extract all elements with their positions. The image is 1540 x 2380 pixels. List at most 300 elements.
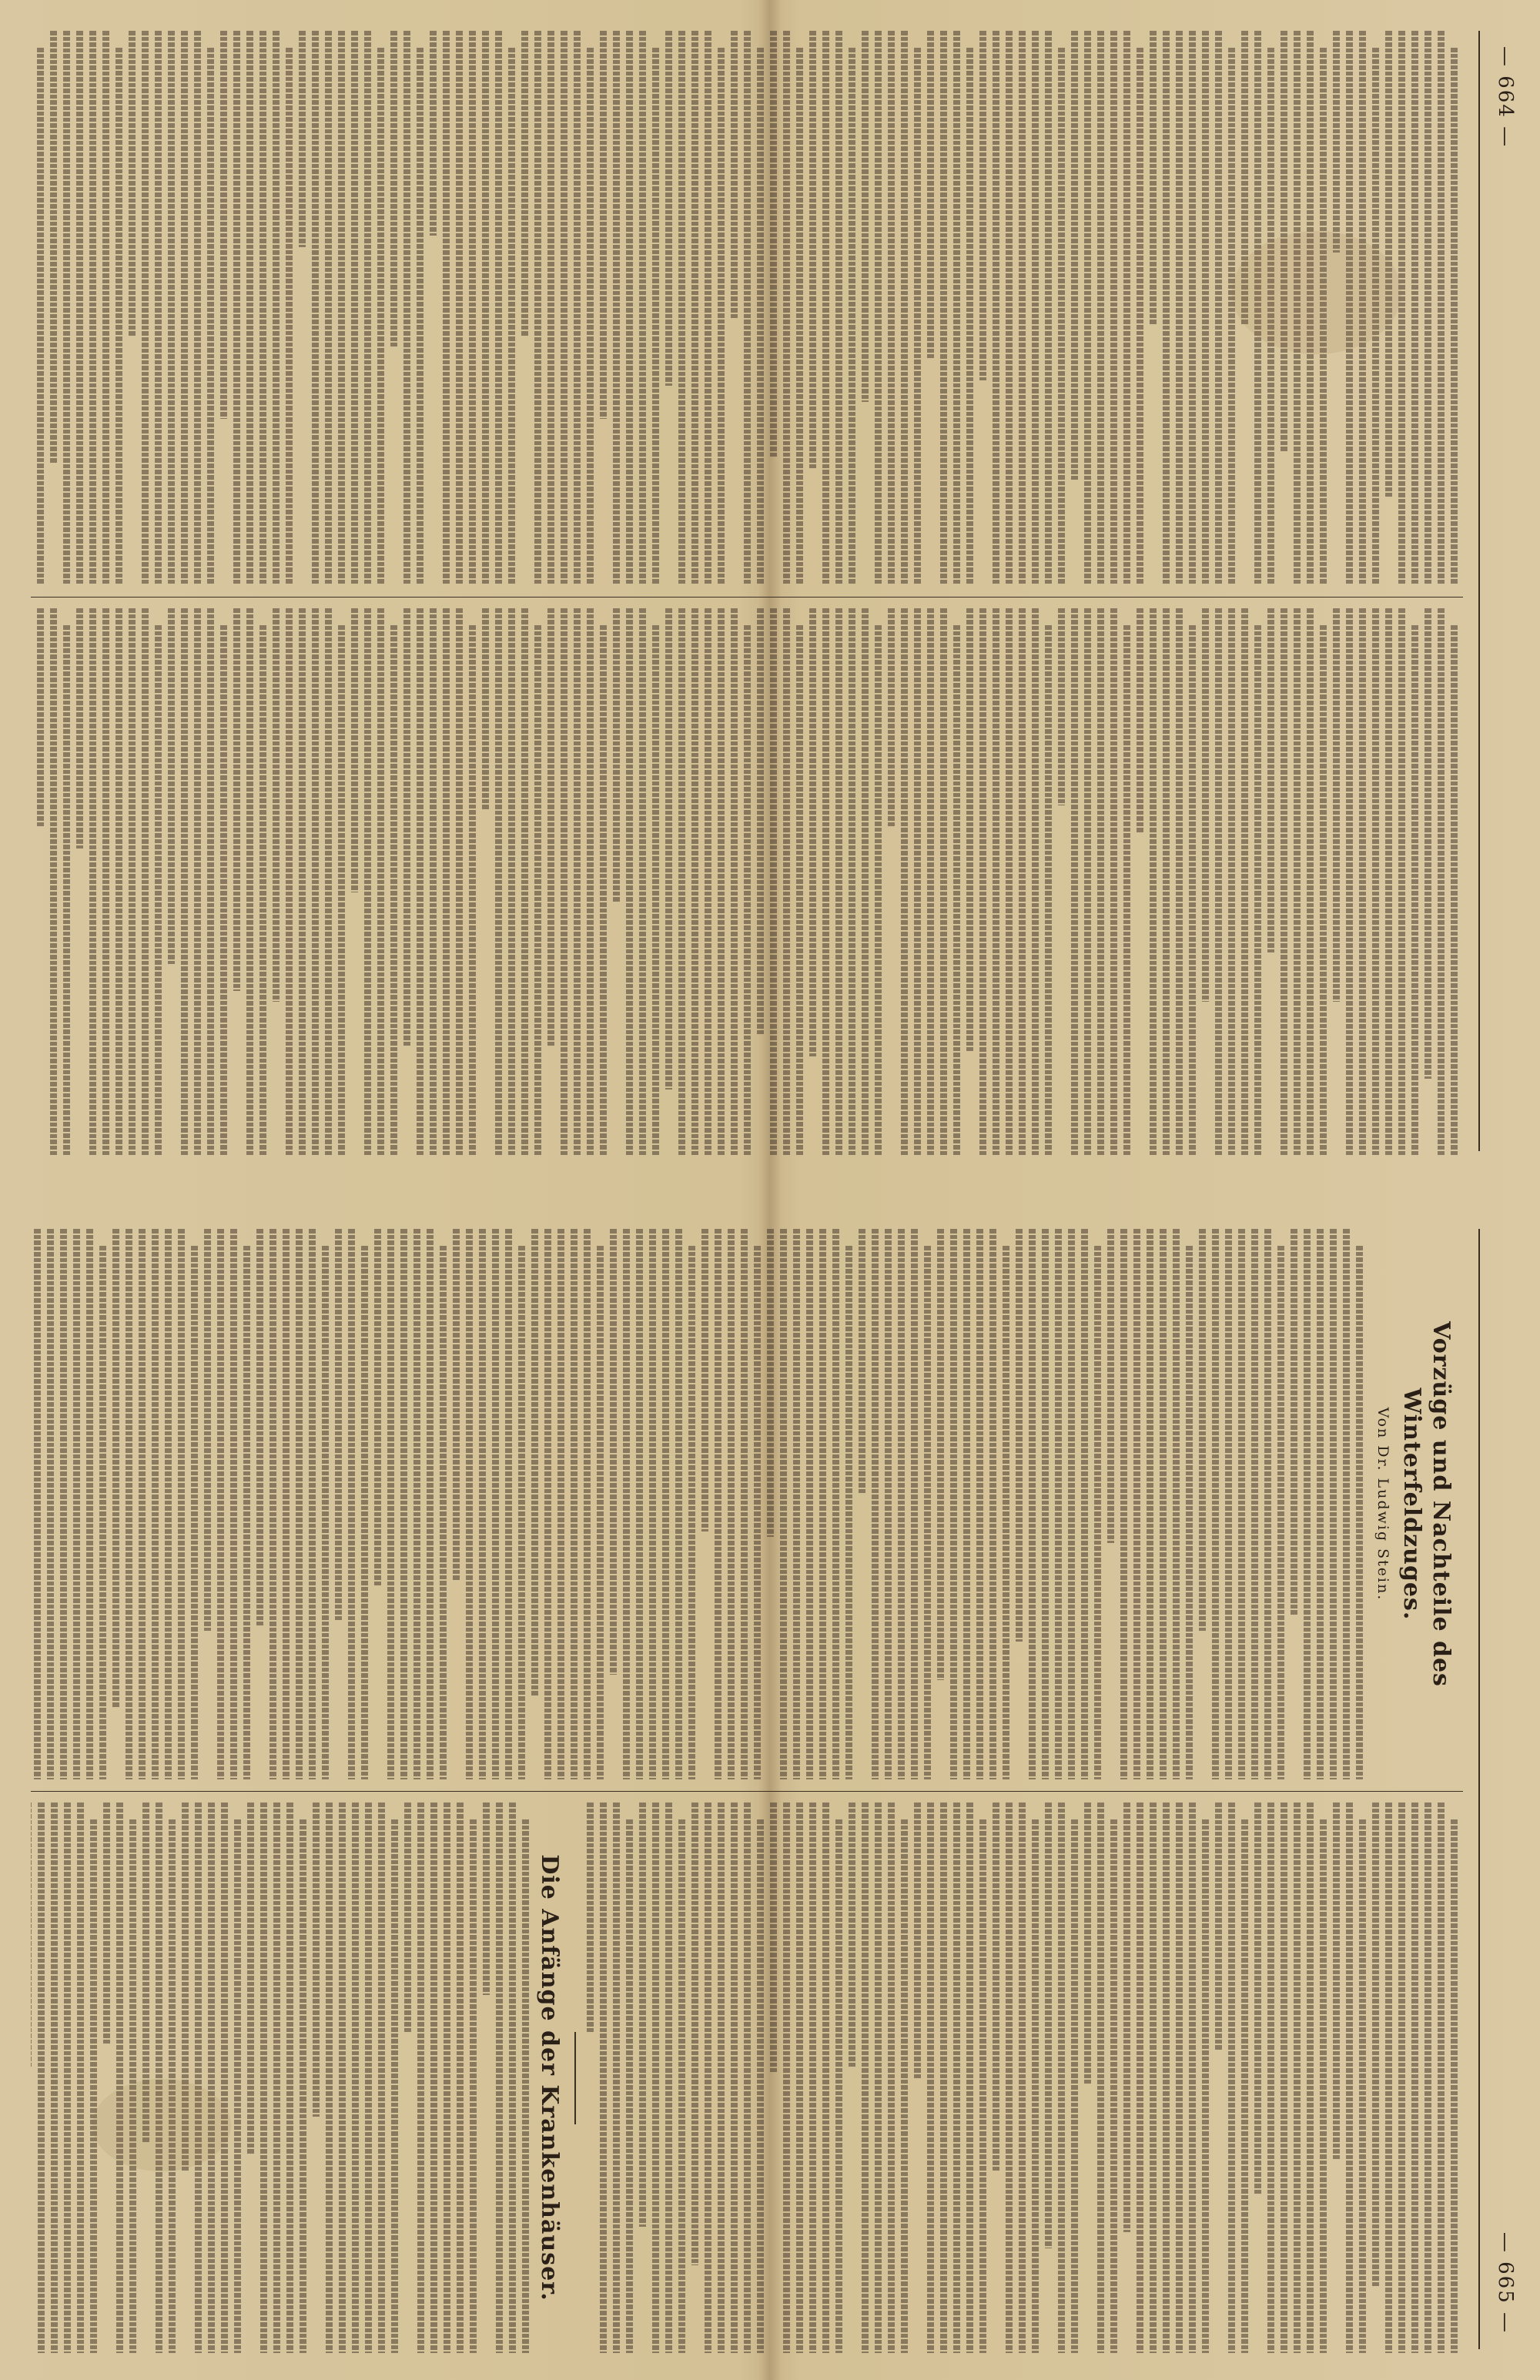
text-line [1176, 1803, 1183, 2353]
text-line [793, 1229, 800, 1779]
text-line [37, 608, 44, 827]
text-line [260, 1803, 267, 2353]
text-line [597, 1246, 604, 1779]
text-line [665, 31, 672, 386]
text-line [1372, 608, 1379, 1155]
text-line [1016, 1229, 1023, 1642]
text-line [63, 625, 70, 1155]
text-line [522, 1819, 529, 2353]
text-line [112, 1229, 119, 1708]
article-title-krankenhaeuser: Die Anfänge der Krankenhäuser. [536, 1854, 563, 2301]
text-line [875, 31, 882, 585]
text-line [705, 1803, 711, 2353]
paragraph [1045, 1803, 1078, 2353]
text-line [453, 1229, 460, 1582]
text-line [234, 1819, 241, 2353]
text-line [940, 608, 947, 1155]
paragraph [600, 31, 659, 585]
paragraph [691, 1803, 764, 2353]
text-line [246, 608, 253, 1155]
text-line [613, 608, 620, 903]
paragraph [862, 31, 921, 585]
text-line [927, 31, 934, 358]
text-line [1176, 31, 1183, 585]
text-line [273, 31, 280, 585]
text-line [862, 31, 869, 402]
text-line [181, 31, 188, 585]
text-line [243, 1246, 250, 1779]
text-line [309, 1229, 316, 1779]
text-line [691, 31, 698, 585]
paragraph [403, 608, 476, 1155]
text-line [754, 1246, 761, 1779]
text-line [613, 1803, 620, 2353]
text-line [1251, 1229, 1258, 1779]
text-line [888, 608, 895, 827]
text-line [63, 31, 70, 585]
text-line [430, 608, 437, 1155]
text-line [469, 625, 476, 1155]
text-line [600, 625, 607, 1155]
text-line [50, 608, 57, 1155]
paragraph [547, 608, 607, 1155]
text-line [37, 48, 44, 585]
paragraph [531, 1229, 604, 1779]
paragraph [613, 608, 659, 1155]
text-line [1241, 1819, 1248, 2353]
text-line [322, 1246, 329, 1779]
text-line [417, 608, 424, 1155]
text-line [1137, 1803, 1143, 2353]
text-line [1228, 48, 1235, 585]
text-line [296, 1229, 303, 1779]
paragraph [204, 1229, 250, 1779]
text-line [1163, 1803, 1170, 2353]
text-line [728, 1229, 735, 1779]
text-line [1137, 48, 1143, 585]
text-line [1215, 1803, 1222, 2050]
text-line [914, 1803, 921, 2078]
text-line [495, 608, 502, 1155]
text-line [1438, 608, 1445, 1155]
text-line [1110, 31, 1117, 585]
paragraph [482, 608, 541, 1155]
text-line [1424, 608, 1431, 1079]
page-number-left: — 664 — [1494, 46, 1517, 149]
text-line [300, 1819, 306, 2353]
text-line [374, 1229, 381, 1587]
text-line [587, 1803, 594, 2034]
text-line [1150, 1803, 1157, 2353]
text-line [417, 1803, 424, 2353]
text-line [31, 1803, 32, 2067]
text-line [365, 1803, 372, 2353]
text-line [1173, 1229, 1180, 1779]
text-line [390, 31, 397, 346]
text-line [430, 31, 437, 236]
text-line [1228, 608, 1235, 1155]
text-line [430, 1803, 437, 2353]
paper-stain [92, 2079, 231, 2171]
article-title-winterfeldzug: Vorzüge und Nachteile des Winterfeldzuges. [1398, 1321, 1455, 1687]
text-line [665, 608, 672, 1090]
text-line [862, 608, 869, 1155]
text-line [561, 31, 567, 585]
text-line [76, 608, 83, 849]
text-line [822, 1803, 829, 2353]
paragraph [888, 608, 960, 1155]
text-line [1003, 1246, 1009, 1779]
text-line [233, 608, 240, 991]
text-line [1254, 625, 1261, 1155]
paragraph [1267, 608, 1327, 1155]
text-line [1320, 625, 1327, 1155]
text-line [129, 608, 136, 1155]
text-line [809, 608, 816, 1056]
text-line [47, 1229, 54, 1779]
text-line [531, 1229, 538, 1697]
text-line [979, 31, 986, 380]
paragraph [1291, 1229, 1363, 1779]
text-line [378, 1803, 385, 2353]
paragraph [731, 31, 764, 585]
paragraph [993, 1803, 1039, 2353]
text-line [495, 31, 502, 585]
text-line [1398, 608, 1405, 1155]
text-line [1333, 31, 1340, 253]
text-line [444, 1803, 450, 2353]
text-line [1356, 1246, 1363, 1779]
text-line [806, 1229, 813, 1779]
text-line [600, 1803, 607, 2353]
text-line [741, 1229, 748, 1779]
text-line [574, 608, 581, 1155]
text-line [1107, 1229, 1114, 1543]
text-line [705, 31, 711, 585]
paragraph [220, 31, 293, 585]
text-line [770, 1803, 777, 2072]
text-line [1071, 608, 1078, 1155]
paragraph [610, 1229, 695, 1779]
text-column-left-2 [31, 608, 1463, 1155]
text-line [1045, 625, 1052, 1155]
text-line [809, 1803, 816, 2353]
text-line [1228, 1803, 1235, 2353]
text-line [220, 31, 227, 419]
text-line [129, 31, 136, 336]
text-line [207, 608, 214, 1155]
text-line [466, 1229, 473, 1779]
text-line [796, 1803, 803, 2353]
text-line [1241, 608, 1248, 1155]
text-line [1294, 608, 1301, 1155]
text-line [443, 31, 450, 585]
paragraph [1254, 1803, 1327, 2353]
text-line [822, 608, 829, 1155]
text-line [832, 1229, 839, 1779]
paragraph [233, 608, 266, 1155]
text-line [470, 1819, 477, 2353]
text-line [479, 1229, 486, 1779]
paragraph [1137, 608, 1196, 1155]
paragraph [273, 608, 345, 1155]
text-line [256, 1229, 263, 1625]
section-rule [574, 2032, 576, 2124]
text-line [757, 1819, 764, 2353]
text-line [1215, 608, 1222, 1155]
text-line [914, 608, 921, 1155]
text-line [1294, 1803, 1301, 2353]
text-line [286, 1803, 293, 2353]
text-line [1330, 1229, 1337, 1779]
text-line [73, 1229, 80, 1779]
text-line [1084, 31, 1091, 585]
text-line [950, 1229, 957, 1779]
text-line [613, 31, 620, 585]
text-line [259, 625, 266, 1155]
text-line [639, 608, 646, 1155]
text-line [103, 1803, 110, 2045]
text-line [888, 31, 895, 585]
text-line [1123, 1803, 1130, 2232]
text-line [718, 48, 725, 585]
text-line [246, 31, 253, 585]
text-line [403, 31, 410, 585]
text-line [286, 48, 293, 585]
text-line [901, 608, 908, 1155]
paragraph [404, 1803, 477, 2353]
text-line [1123, 31, 1130, 585]
text-line [783, 31, 790, 585]
text-line [1055, 1229, 1062, 1779]
text-line [483, 1803, 490, 1995]
text-line [1411, 625, 1418, 1155]
text-line [561, 608, 567, 1155]
paragraph [1016, 1229, 1101, 1779]
text-line [1084, 1803, 1091, 2084]
text-line [1045, 31, 1052, 585]
text-line [927, 608, 934, 1155]
text-line [678, 608, 685, 1155]
text-line [914, 48, 921, 585]
text-line [715, 1229, 721, 1779]
paper-stain [1232, 231, 1401, 354]
text-line [1123, 625, 1130, 1155]
paragraph [1372, 1803, 1458, 2353]
text-line [178, 1229, 185, 1779]
text-line [51, 1803, 58, 2353]
text-line [456, 608, 463, 1155]
text-line [404, 1803, 411, 2034]
paragraph [849, 1803, 908, 2353]
paragraph [770, 1803, 842, 2353]
text-line [819, 1229, 826, 1779]
text-line [1094, 1246, 1101, 1779]
paragraph [168, 608, 227, 1155]
text-line [718, 608, 725, 1155]
text-line [1333, 608, 1340, 1002]
header-rule-left [1478, 31, 1480, 1151]
text-line [427, 1229, 434, 1779]
text-line [194, 608, 201, 1155]
text-line [351, 608, 358, 892]
text-line [1133, 1229, 1140, 1779]
text-line [99, 1246, 106, 1779]
text-line [1346, 1803, 1353, 2353]
text-line [924, 1246, 931, 1779]
paragraph [76, 608, 162, 1155]
paragraph [1071, 31, 1143, 585]
paragraph [453, 1229, 525, 1779]
text-line [875, 1803, 882, 2353]
paragraph [1084, 1803, 1117, 2353]
text-line [652, 625, 659, 1155]
paragraph [914, 1803, 986, 2353]
text-line [86, 1229, 93, 1779]
text-line [377, 48, 384, 585]
text-line [1081, 1229, 1088, 1779]
text-line [966, 608, 973, 1051]
paragraph [937, 1229, 1009, 1779]
paragraph [351, 608, 397, 1155]
text-line [60, 1229, 67, 1779]
paragraph [483, 1803, 529, 2353]
text-line [966, 48, 973, 585]
text-line [77, 1803, 84, 2353]
paragraph [639, 1803, 685, 2353]
text-line [496, 1803, 503, 2353]
text-line [845, 1246, 852, 1779]
text-line [1120, 1229, 1127, 1779]
paragraph [31, 1229, 106, 1779]
text-line [1372, 1803, 1379, 2287]
text-line [849, 608, 855, 1155]
text-line [587, 48, 594, 585]
paragraph [1199, 1229, 1284, 1779]
text-line [1150, 608, 1157, 1155]
text-line [744, 625, 751, 1155]
paragraph [50, 31, 122, 585]
text-line [440, 1246, 447, 1779]
text-line [335, 1229, 342, 1620]
text-line [89, 31, 96, 585]
text-line [230, 1229, 237, 1779]
text-line [636, 1229, 643, 1779]
paragraph [1333, 608, 1418, 1155]
text-line [859, 1229, 865, 1493]
text-line [352, 1803, 359, 2353]
text-line [835, 608, 842, 1155]
text-line [1189, 31, 1196, 585]
text-line [156, 1803, 162, 2353]
text-line [1110, 1819, 1117, 2353]
text-line [1277, 1246, 1284, 1779]
text-line [744, 31, 751, 585]
text-line [701, 1229, 708, 1531]
text-line [937, 1229, 944, 1680]
text-line [662, 1229, 669, 1779]
text-line [126, 1229, 132, 1779]
text-line [940, 31, 947, 585]
text-line [767, 1229, 774, 1537]
text-line [387, 1229, 394, 1779]
text-line [979, 608, 986, 1155]
text-line [901, 31, 908, 585]
text-line [142, 608, 149, 1155]
text-line [731, 608, 738, 1155]
paragraph [182, 1803, 241, 2353]
text-line [639, 31, 646, 585]
text-line [639, 1803, 646, 2227]
text-line [482, 31, 489, 585]
text-line [286, 608, 293, 1155]
text-line [1019, 608, 1026, 1155]
text-line [325, 31, 332, 585]
text-line [1424, 1803, 1431, 2353]
paragraph [859, 1229, 931, 1779]
text-line [102, 31, 109, 585]
text-line [1398, 31, 1405, 585]
text-line [312, 31, 319, 585]
paragraph [1333, 1803, 1366, 2353]
text-line [757, 48, 764, 585]
paragraph [979, 31, 1065, 585]
text-line [1451, 1819, 1458, 2353]
text-line [534, 31, 541, 585]
text-line [1084, 608, 1091, 1155]
text-line [1424, 31, 1431, 585]
paragraph [103, 1803, 136, 2353]
text-line [534, 625, 541, 1155]
text-line [783, 608, 790, 1155]
text-line [1215, 31, 1222, 585]
text-line [338, 31, 345, 585]
text-line [557, 1229, 564, 1779]
text-line [364, 608, 371, 1155]
text-line [626, 1819, 633, 2353]
text-line [1202, 1819, 1209, 2353]
text-line [1163, 31, 1170, 585]
text-line [1032, 1819, 1039, 2353]
text-line [989, 1229, 996, 1779]
text-line [691, 608, 698, 1155]
text-line [403, 608, 410, 1046]
text-line [544, 1229, 551, 1779]
text-line [1032, 608, 1039, 1155]
text-line [351, 31, 358, 585]
paragraph [665, 608, 751, 1155]
text-column-right-2 [31, 1803, 1463, 2353]
page-664 [0, 0, 1540, 1182]
text-line [1343, 1229, 1350, 1779]
text-line [339, 1803, 346, 2353]
text-line [953, 1803, 960, 2353]
text-line [1058, 48, 1065, 585]
paragraph [701, 1229, 761, 1779]
paragraph [247, 1803, 306, 2353]
text-line [1212, 1229, 1219, 1779]
text-line [1176, 608, 1183, 1155]
text-line [1147, 1229, 1153, 1779]
text-line [508, 608, 515, 1155]
text-line [116, 608, 122, 1155]
text-line [1304, 1229, 1311, 1779]
text-line [1042, 1229, 1049, 1779]
text-line [888, 1803, 895, 2353]
text-line [521, 31, 528, 336]
text-line [348, 1229, 355, 1779]
paragraph [1058, 608, 1130, 1155]
